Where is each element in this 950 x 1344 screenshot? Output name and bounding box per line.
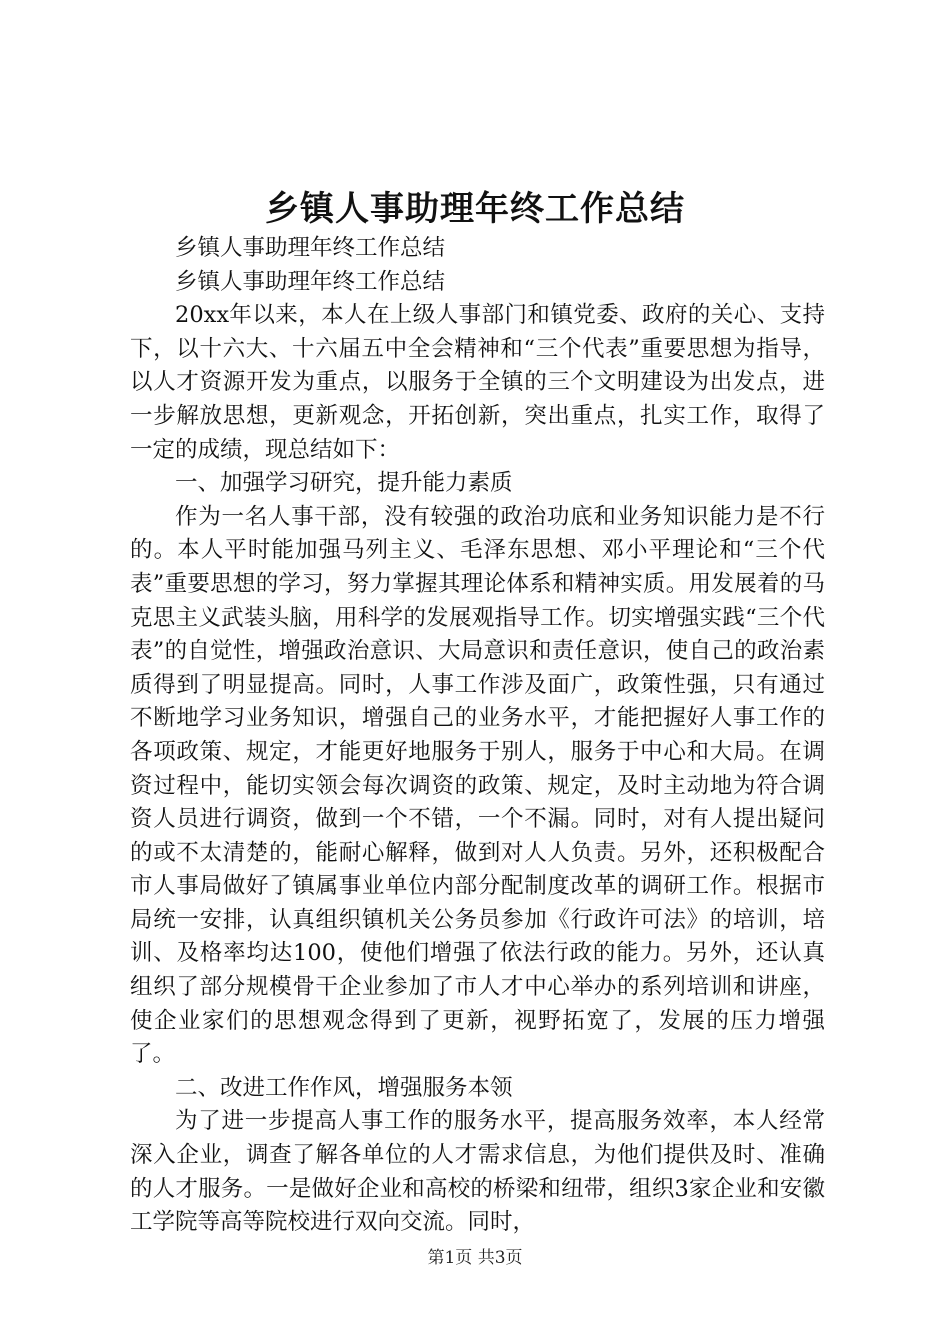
page-number-footer: 第1页 共3页 [427, 1248, 523, 1268]
body-paragraph: 20xx年以来，本人在上级人事部门和镇党委、政府的关心、支持下，以十六大、十六届五中全会精神和“三个代表”重要思想为指导，以人才资源开发为重点，以服务于全镇的三个文明建设为出发点，进一步解放思想，更新观念，开拓创新，突出重点，扎实工作，取得了一定的成绩，现总结如下： [130, 302, 825, 463]
document-body [130, 232, 825, 1240]
subtitle-line: 乡镇人事助理年终工作总结 [175, 235, 446, 261]
body-paragraph: 为了进一步提高人事工作的服务水平，提高服务效率，本人经常深入企业，调查了解各单位的人才需求信息，为他们提供及时、准确的人才服务。一是做好企业和高校的桥梁和纽带，组织3家企业和安徽工学院等高等院校进行双向交流。同时， [130, 1108, 825, 1236]
section-heading: 一、加强学习研究，提升能力素质 [175, 470, 513, 497]
section-heading: 二、改进工作作风，增强服务本领 [175, 1074, 513, 1101]
body-paragraph: 作为一名人事干部，没有较强的政治功底和业务知识能力是不行的。本人平时能加强马列主义、毛泽东思想、邓小平理论和“三个代表”重要思想的学习，努力掌握其理论体系和精神实质。用发展着的马克思主义武装头脑，用科学的发展观指导工作。切实增强实践“三个代表”的自觉性，增强政治意识、大局意识和责任意识，使自己的政治素质得到了明显提高。同时，人事工作涉及面广，政策性强，只有通过不断地学习业务知识，增强自己的业务水平，才能把握好人事工作的各项政策、规定，才能更好地服务于别人，服务于中心和大局。在调资过程中，能切实领会每次调资的政策、规定，及时主动地为符合调资人员进行调资，做到一个不错，一个不漏。同时，对有人提出疑问的或不太清楚的，能耐心解释，做到对人人负责。另外，还积极配合市人事局做好了镇属事业单位内部分配制度改革的调研工作。根据市局统一安排，认真组织镇机关公务员参加《行政许可法》的培训，培训、及格率均达100，使他们增强了依法行政的能力。另外，还认真组织了部分规模骨干企业参加了市人才中心举办的系列培训和讲座，使企业家们的思想观念得到了更新，视野拓宽了，发展的压力增强了。 [130, 503, 825, 1068]
document-title: 乡镇人事助理年终工作总结 [265, 189, 685, 229]
subtitle-line: 乡镇人事助理年终工作总结 [175, 268, 446, 295]
